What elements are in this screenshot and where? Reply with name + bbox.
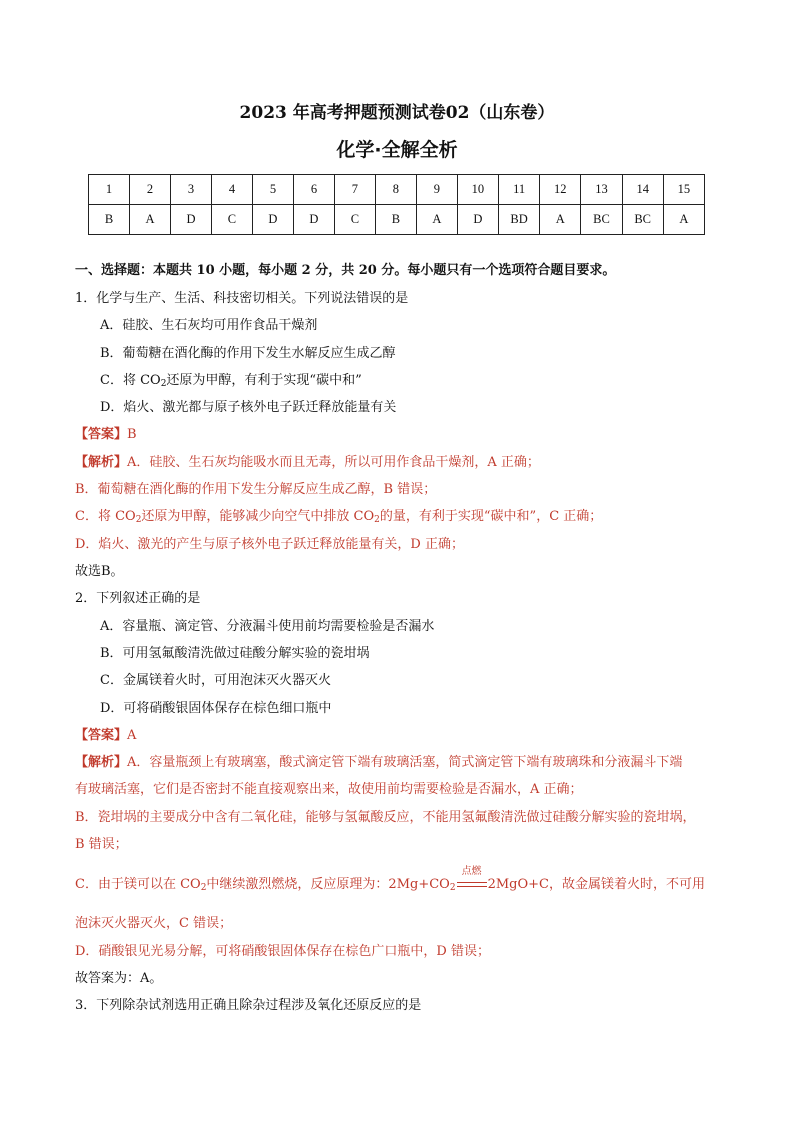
question-number-cell: 4 [211,175,252,205]
answer-cell: B [375,205,416,235]
q2-analysis-c-subscript: 2 [200,883,207,893]
q2-stem: 2．下列叙述正确的是 [75,591,201,606]
document-title: 2023 年高考押题预测试卷02（山东卷） [239,103,555,123]
q2-answer-value: A [127,728,137,743]
question-number-cell: 5 [252,175,293,205]
answer-cell: BD [498,205,539,235]
section-heading: 一、选择题：本题共 10 小题，每小题 2 分，共 20 分。每小题只有一个选项符合题目要求。 [75,263,616,278]
answer-cell: C [211,205,252,235]
answer-cell: A [540,205,581,235]
q2-analysis-c-subscript-2: 2 [449,883,456,893]
answer-cell: BC [581,205,622,235]
answer-cell: A [663,205,704,235]
equals-bar [457,882,487,887]
q2-analysis-a-text: A．容量瓶颈上有玻璃塞，酸式滴定管下端有玻璃活塞，简式滴定管下端有玻璃珠和分液漏斗下端 [127,755,683,770]
question-number-cell: 13 [581,175,622,205]
answer-cell: A [416,205,457,235]
q1-stem: 1．化学与生产、生活、科技密切相关。下列说法错误的是 [75,291,409,306]
q1-analysis-c-text-2: 还原为甲醇，能够减少向空气中排放 CO [141,509,375,524]
q1-option-a: A．硅胶、生石灰均可用作食品干燥剂 [100,318,318,333]
answer-table-number-row [89,175,705,205]
q1-option-b: B．葡萄糖在酒化酶的作用下发生水解反应生成乙醇 [100,346,396,361]
answer-cell: C [334,205,375,235]
q1-option-c-subscript: 2 [160,379,167,389]
q2-answer [75,727,136,745]
question-number-cell: 6 [293,175,334,205]
question-number-cell: 10 [457,175,498,205]
answer-table [88,174,705,235]
q2-conclusion: 故答案为：A。 [75,971,163,986]
q2-analysis-a-line-1 [75,754,682,772]
q2-option-c: C．金属镁着火时，可用泡沫灭火器灭火 [100,673,331,688]
question-number-cell: 9 [416,175,457,205]
answer-cell: D [170,205,211,235]
q1-answer [75,426,137,444]
q1-analysis-c-subscript-2: 2 [374,515,380,525]
question-number-cell: 3 [170,175,211,205]
answer-cell: B [89,205,130,235]
q2-analysis-b-line-2: B 错误； [75,837,128,852]
q2-option-d: D．可将硝酸银固体保存在棕色细口瓶中 [100,701,332,716]
q1-analysis-a-text: A．硅胶、生石灰均能吸水而且无毒，所以可用作食品干燥剂，A 正确； [127,455,540,470]
answer-cell: A [129,205,170,235]
analysis-tag: 【解析】 [75,455,128,470]
q2-analysis-c-text: C．由于镁可以在 CO [75,877,201,892]
question-number-cell: 7 [334,175,375,205]
question-number-cell: 1 [89,175,130,205]
q1-analysis-c-subscript: 2 [135,515,142,525]
q1-analysis-b: B．葡萄糖在酒化酶的作用下发生分解反应生成乙醇，B 错误； [75,482,437,497]
q2-analysis-b-line-1: B．瓷坩埚的主要成分中含有二氧化硅，能够与氢氟酸反应，不能用氢氟酸清洗做过硅酸分解实验的瓷坩埚， [75,810,696,825]
q2-analysis-c-text-2: 中继续激烈燃烧，反应原理为：2Mg+CO [206,877,450,892]
q2-option-a: A．容量瓶、滴定管、分液漏斗使用前均需要检验是否漏水 [100,619,435,634]
answer-table-answer-row [89,205,705,235]
question-number-cell: 12 [540,175,581,205]
answer-cell: D [252,205,293,235]
question-number-cell: 15 [663,175,704,205]
question-number-cell: 8 [375,175,416,205]
q2-analysis-c-line-1 [75,866,705,897]
q1-analysis-d: D．焰火、激光的产生与原子核外电子跃迁释放能量有关，D 正确； [75,537,464,552]
q2-analysis-d: D．硝酸银见光易分解，可将硝酸银固体保存在棕色广口瓶中，D 错误； [75,944,490,959]
answer-tag: 【答案】 [75,728,128,743]
q1-conclusion: 故选B。 [75,564,124,579]
q1-answer-value: B [127,427,137,442]
analysis-tag: 【解析】 [75,755,128,770]
q1-analysis-c-text-3: 的量，有利于实现“碳中和”，C 正确； [379,509,603,524]
answer-cell: D [293,205,334,235]
reaction-condition: 点燃 [461,866,482,877]
q1-analysis-c-text: C．将 CO [75,509,136,524]
q1-analysis-c [75,508,602,529]
question-number-cell: 2 [129,175,170,205]
answer-cell: D [457,205,498,235]
reaction-arrow [456,866,488,894]
q1-analysis-a [75,454,540,472]
answer-tag: 【答案】 [75,427,128,442]
answer-cell: BC [622,205,663,235]
question-number-cell: 14 [622,175,663,205]
q2-analysis-c-line-2: 泡沫灭火器灭火，C 错误； [75,916,233,931]
q2-analysis-c-text-3: 2MgO+C，故金属镁着火时，不可用 [487,877,705,892]
q1-option-c-text-2: 还原为甲醇，有利于实现“碳中和” [166,373,362,388]
q2-analysis-a-line-2: 有玻璃活塞，它们是否密封不能直接观察出来，故使用前均需要检验是否漏水，A 正确； [75,782,583,797]
question-number-cell: 11 [498,175,539,205]
q2-option-b: B．可用氢氟酸清洗做过硅酸分解实验的瓷坩埚 [100,646,370,661]
q3-stem: 3．下列除杂试剂选用正确且除杂过程涉及氧化还原反应的是 [75,998,422,1013]
document-subtitle: 化学·全解全析 [336,139,458,161]
q1-option-c-text: C．将 CO [100,373,161,388]
q1-option-c [100,372,362,393]
q1-option-d: D．焰火、激光都与原子核外电子跃迁释放能量有关 [100,400,397,415]
